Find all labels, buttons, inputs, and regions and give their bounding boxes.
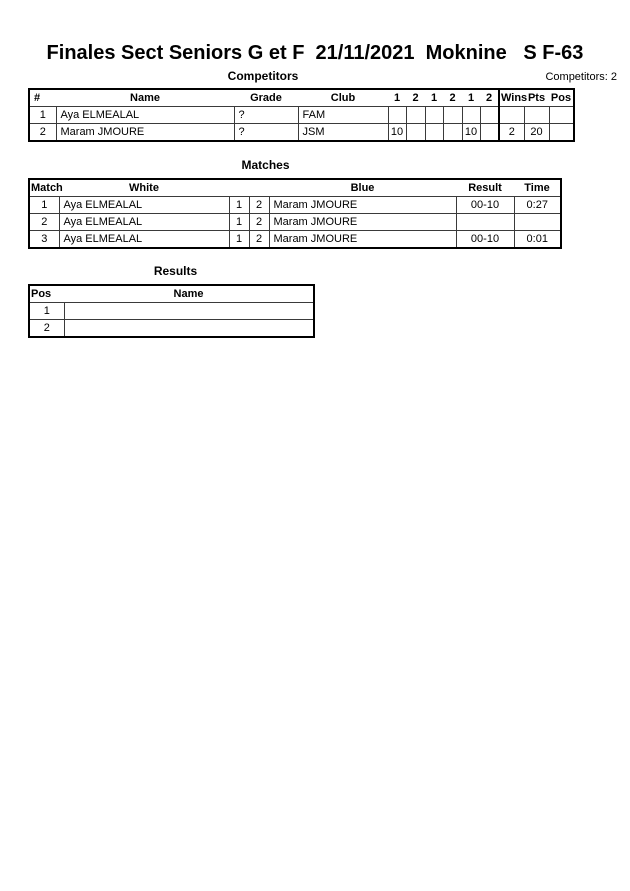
header-grade: Grade	[234, 89, 298, 107]
header-score-6: 2	[480, 89, 499, 107]
score-cell	[425, 107, 443, 124]
blue-num: 2	[249, 214, 269, 231]
score-cell	[425, 124, 443, 142]
header-white: White	[59, 179, 229, 197]
header-pos: Pos	[29, 285, 64, 303]
matches-header-row	[29, 179, 561, 197]
score-cell: 10	[462, 124, 480, 142]
white-num: 1	[229, 197, 249, 214]
match-result: 00-10	[456, 231, 514, 249]
blue-num: 2	[249, 231, 269, 249]
header-result: Result	[456, 179, 514, 197]
competitor-club: JSM	[298, 124, 388, 142]
blue-num: 2	[249, 197, 269, 214]
header-club: Club	[298, 89, 388, 107]
white-num: 1	[229, 231, 249, 249]
pos-cell	[549, 124, 574, 142]
result-row	[29, 303, 314, 320]
competitor-num: 1	[29, 107, 56, 124]
competitor-club: FAM	[298, 107, 388, 124]
result-pos: 2	[29, 320, 64, 338]
match-row	[29, 197, 561, 214]
white-name: Aya ELMEALAL	[59, 231, 229, 249]
header-blue: Blue	[269, 179, 456, 197]
blue-name: Maram JMOURE	[269, 231, 456, 249]
match-num: 1	[29, 197, 59, 214]
header-blue-num	[249, 179, 269, 197]
white-name: Aya ELMEALAL	[59, 214, 229, 231]
score-cell: 10	[388, 124, 406, 142]
result-pos: 1	[29, 303, 64, 320]
competitors-section-title: Competitors	[227, 69, 299, 83]
result-name	[64, 303, 314, 320]
matches-table	[28, 178, 562, 249]
score-cell	[480, 124, 499, 142]
competitor-row	[29, 107, 574, 124]
score-cell	[406, 124, 425, 142]
wins-cell: 2	[499, 124, 524, 142]
competitor-row	[29, 124, 574, 142]
header-score-4: 2	[443, 89, 462, 107]
match-row	[29, 231, 561, 249]
results-table	[28, 284, 315, 338]
competitors-table	[28, 88, 575, 142]
score-cell	[406, 107, 425, 124]
header-pts: Pts	[524, 89, 549, 107]
score-cell	[443, 124, 462, 142]
match-time	[514, 214, 561, 231]
competitors-header-row	[29, 89, 574, 107]
match-num: 3	[29, 231, 59, 249]
header-white-num	[229, 179, 249, 197]
match-num: 2	[29, 214, 59, 231]
header-name: Name	[64, 285, 314, 303]
header-match: Match	[29, 179, 59, 197]
competitors-count: Competitors: 2	[545, 71, 617, 83]
pts-cell: 20	[524, 124, 549, 142]
competitor-grade: ?	[234, 107, 298, 124]
header-score-2: 2	[406, 89, 425, 107]
matches-section-title: Matches	[241, 158, 290, 172]
competitor-name: Aya ELMEALAL	[56, 107, 234, 124]
score-cell	[480, 107, 499, 124]
header-time: Time	[514, 179, 561, 197]
header-score-1: 1	[388, 89, 406, 107]
header-wins: Wins	[499, 89, 524, 107]
competitor-num: 2	[29, 124, 56, 142]
match-time: 0:01	[514, 231, 561, 249]
header-name: Name	[56, 89, 234, 107]
competitor-grade: ?	[234, 124, 298, 142]
match-row	[29, 214, 561, 231]
result-row	[29, 320, 314, 338]
match-time: 0:27	[514, 197, 561, 214]
match-result	[456, 214, 514, 231]
score-cell	[388, 107, 406, 124]
blue-name: Maram JMOURE	[269, 214, 456, 231]
results-section-title: Results	[153, 264, 198, 278]
pts-cell	[524, 107, 549, 124]
result-name	[64, 320, 314, 338]
competitor-name: Maram JMOURE	[56, 124, 234, 142]
header-num: #	[29, 89, 56, 107]
results-header-row	[29, 285, 314, 303]
blue-name: Maram JMOURE	[269, 197, 456, 214]
header-score-3: 1	[425, 89, 443, 107]
header-score-5: 1	[462, 89, 480, 107]
white-name: Aya ELMEALAL	[59, 197, 229, 214]
score-cell	[462, 107, 480, 124]
match-result: 00-10	[456, 197, 514, 214]
score-cell	[443, 107, 462, 124]
header-pos: Pos	[549, 89, 574, 107]
page-title: Finales Sect Seniors G et F 21/11/2021 Moknine S F-63	[46, 42, 584, 64]
wins-cell	[499, 107, 524, 124]
white-num: 1	[229, 214, 249, 231]
pos-cell	[549, 107, 574, 124]
